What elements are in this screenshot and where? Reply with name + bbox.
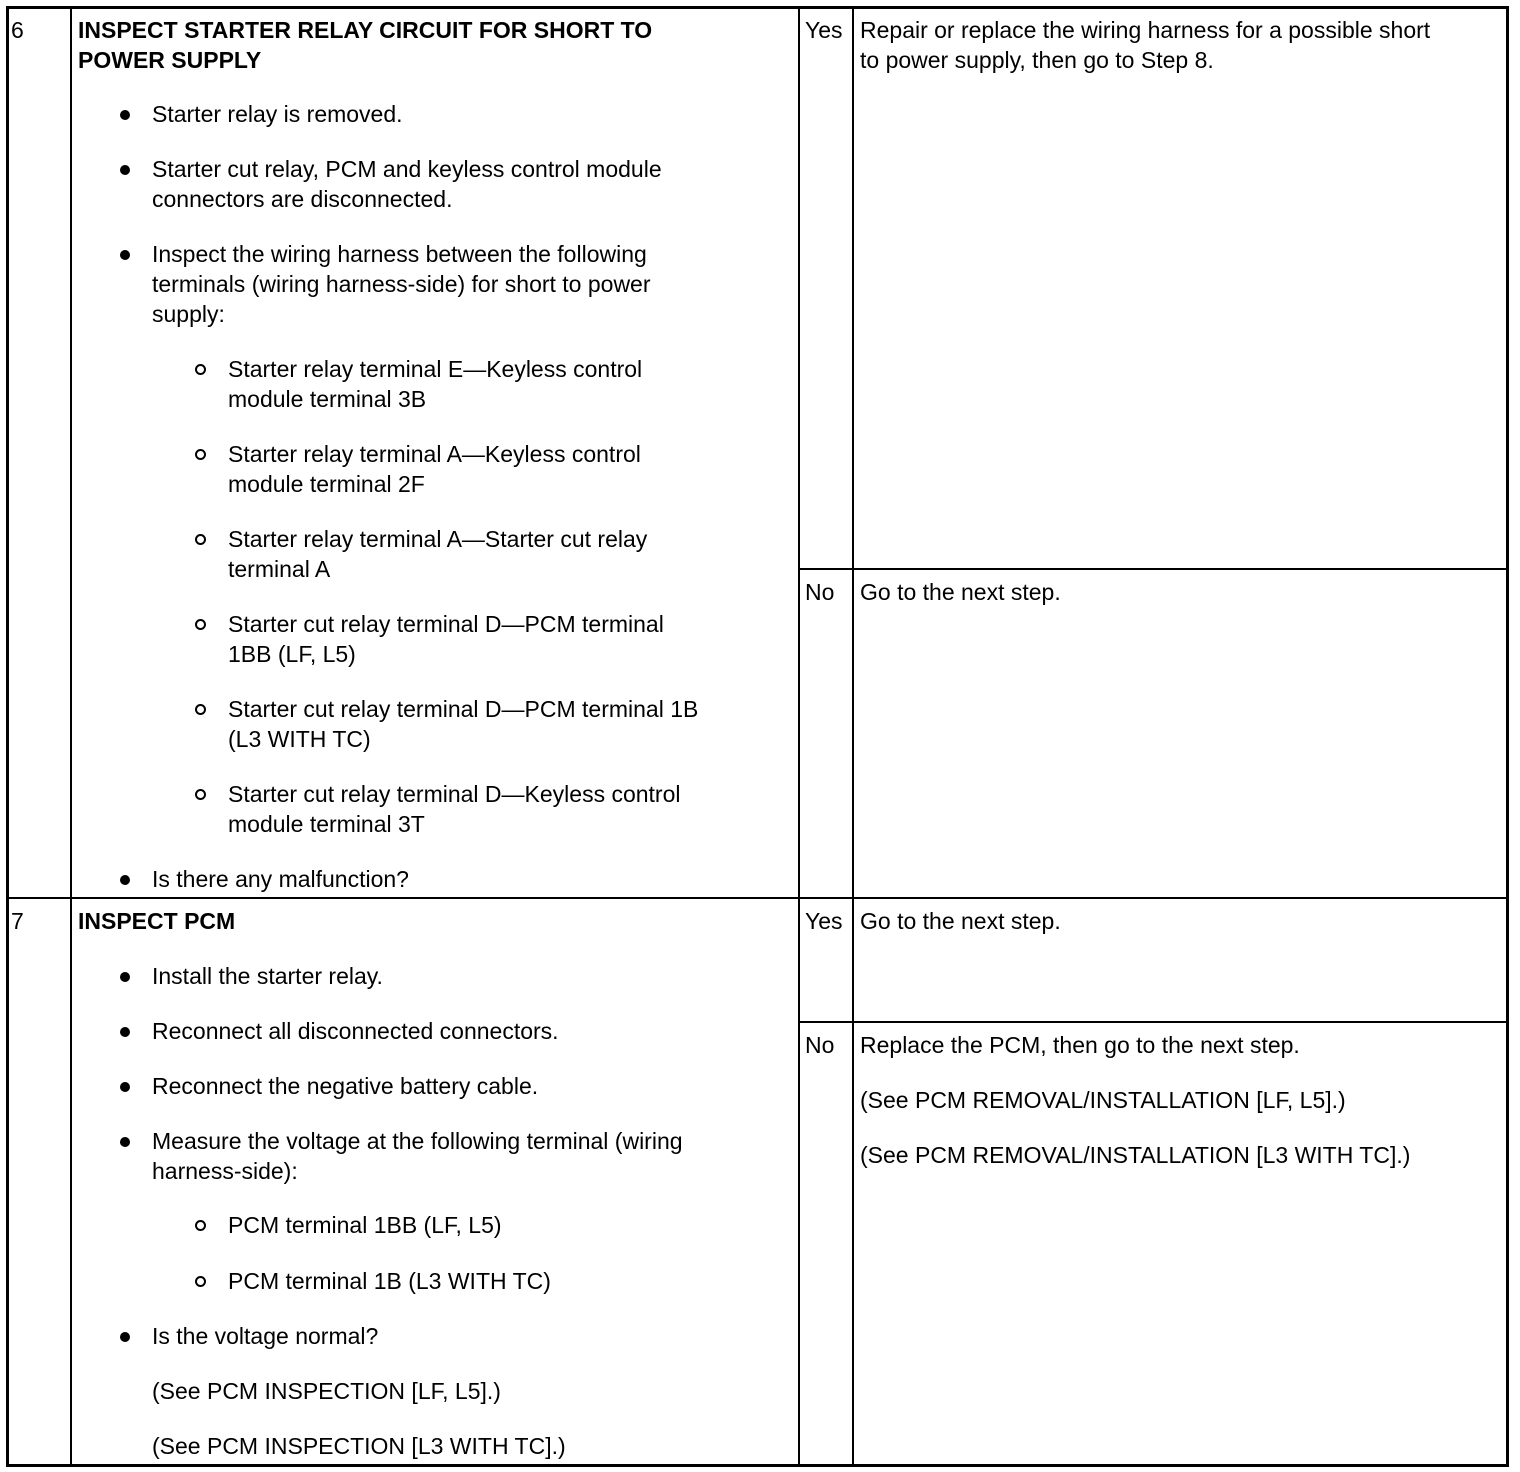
bullet-icon (120, 110, 130, 120)
row-divider-step-6-7 (6, 897, 1509, 899)
sub-bullet-text: module terminal 2F (228, 471, 425, 497)
sub-bullet-text: Starter relay terminal A—Starter cut relay (228, 526, 648, 552)
sub-bullet-text: Starter relay terminal E—Keyless control (228, 356, 643, 382)
yes-action-text: Go to the next step. (860, 908, 1061, 934)
sub-bullet-icon (195, 364, 206, 375)
sub-bullet-text: module terminal 3B (228, 386, 427, 412)
bullet-text: Inspect the wiring harness between the following (152, 241, 647, 267)
reference-text: (See PCM REMOVAL/INSTALLATION [LF, L5].) (860, 1087, 1346, 1113)
bullet-icon (120, 1137, 130, 1147)
table-top-border (6, 6, 1509, 9)
bullet-icon (120, 1082, 130, 1092)
reference-text: (See PCM INSPECTION [L3 WITH TC].) (152, 1433, 566, 1459)
inspection-column-divider (798, 6, 800, 1467)
bullet-icon (120, 1027, 130, 1037)
sub-bullet-icon (195, 1276, 206, 1287)
step-title-line: POWER SUPPLY (78, 47, 262, 73)
bullet-text: Install the starter relay. (152, 963, 383, 989)
table-bottom-border (6, 1464, 1509, 1467)
bullet-text: harness-side): (152, 1158, 298, 1184)
bullet-text: Reconnect all disconnected connectors. (152, 1018, 559, 1044)
no-label: No (805, 1032, 835, 1058)
sub-bullet-text: PCM terminal 1B (L3 WITH TC) (228, 1268, 551, 1294)
step-title-line: INSPECT PCM (78, 908, 236, 934)
yes-action-text: Repair or replace the wiring harness for a possible short (860, 17, 1431, 43)
bullet-text: Starter relay is removed. (152, 101, 403, 127)
yes-action-text: to power supply, then go to Step 8. (860, 47, 1214, 73)
bullet-icon (120, 165, 130, 175)
sub-bullet-icon (195, 449, 206, 460)
sub-bullet-icon (195, 704, 206, 715)
sub-bullet-text: Starter cut relay terminal D—Keyless control (228, 781, 681, 807)
sub-bullet-text: Starter cut relay terminal D—PCM terminal 1B (228, 696, 699, 722)
bullet-text: Starter cut relay, PCM and keyless control module (152, 156, 662, 182)
bullet-text: connectors are disconnected. (152, 186, 453, 212)
yes-label: Yes (805, 908, 843, 934)
sub-bullet-text: Starter cut relay terminal D—PCM terminal (228, 611, 664, 637)
no-action-text: Go to the next step. (860, 579, 1061, 605)
step-column-divider (70, 6, 72, 1467)
bullet-text: Measure the voltage at the following terminal (wiring (152, 1128, 683, 1154)
bullet-text: terminals (wiring harness-side) for short to power (152, 271, 651, 297)
sub-bullet-icon (195, 1220, 206, 1231)
yes-no-divider-step-7 (798, 1021, 1509, 1023)
table-right-border (1506, 6, 1509, 1467)
sub-bullet-text: 1BB (LF, L5) (228, 641, 356, 667)
reference-text: (See PCM INSPECTION [LF, L5].) (152, 1378, 501, 1404)
step-number: 7 (11, 908, 24, 934)
no-action-text: Replace the PCM, then go to the next step. (860, 1032, 1300, 1058)
bullet-text: Reconnect the negative battery cable. (152, 1073, 539, 1099)
bullet-icon (120, 972, 130, 982)
bullet-icon (120, 250, 130, 260)
no-label: No (805, 579, 835, 605)
result-column-divider (852, 6, 854, 1467)
sub-bullet-text: PCM terminal 1BB (LF, L5) (228, 1212, 502, 1238)
table-left-border (6, 6, 9, 1467)
bullet-icon (120, 1332, 130, 1342)
sub-bullet-icon (195, 789, 206, 800)
step-title-line: INSPECT STARTER RELAY CIRCUIT FOR SHORT TO (78, 17, 653, 43)
question-text: Is there any malfunction? (152, 866, 409, 892)
bullet-icon (120, 875, 130, 885)
yes-label: Yes (805, 17, 843, 43)
question-text: Is the voltage normal? (152, 1323, 379, 1349)
sub-bullet-text: module terminal 3T (228, 811, 425, 837)
sub-bullet-text: Starter relay terminal A—Keyless control (228, 441, 641, 467)
reference-text: (See PCM REMOVAL/INSTALLATION [L3 WITH TC].) (860, 1142, 1411, 1168)
sub-bullet-icon (195, 534, 206, 545)
yes-no-divider-step-6 (798, 568, 1509, 570)
sub-bullet-text: terminal A (228, 556, 331, 582)
sub-bullet-text: (L3 WITH TC) (228, 726, 371, 752)
sub-bullet-icon (195, 619, 206, 630)
bullet-text: supply: (152, 301, 225, 327)
step-number: 6 (11, 17, 24, 43)
